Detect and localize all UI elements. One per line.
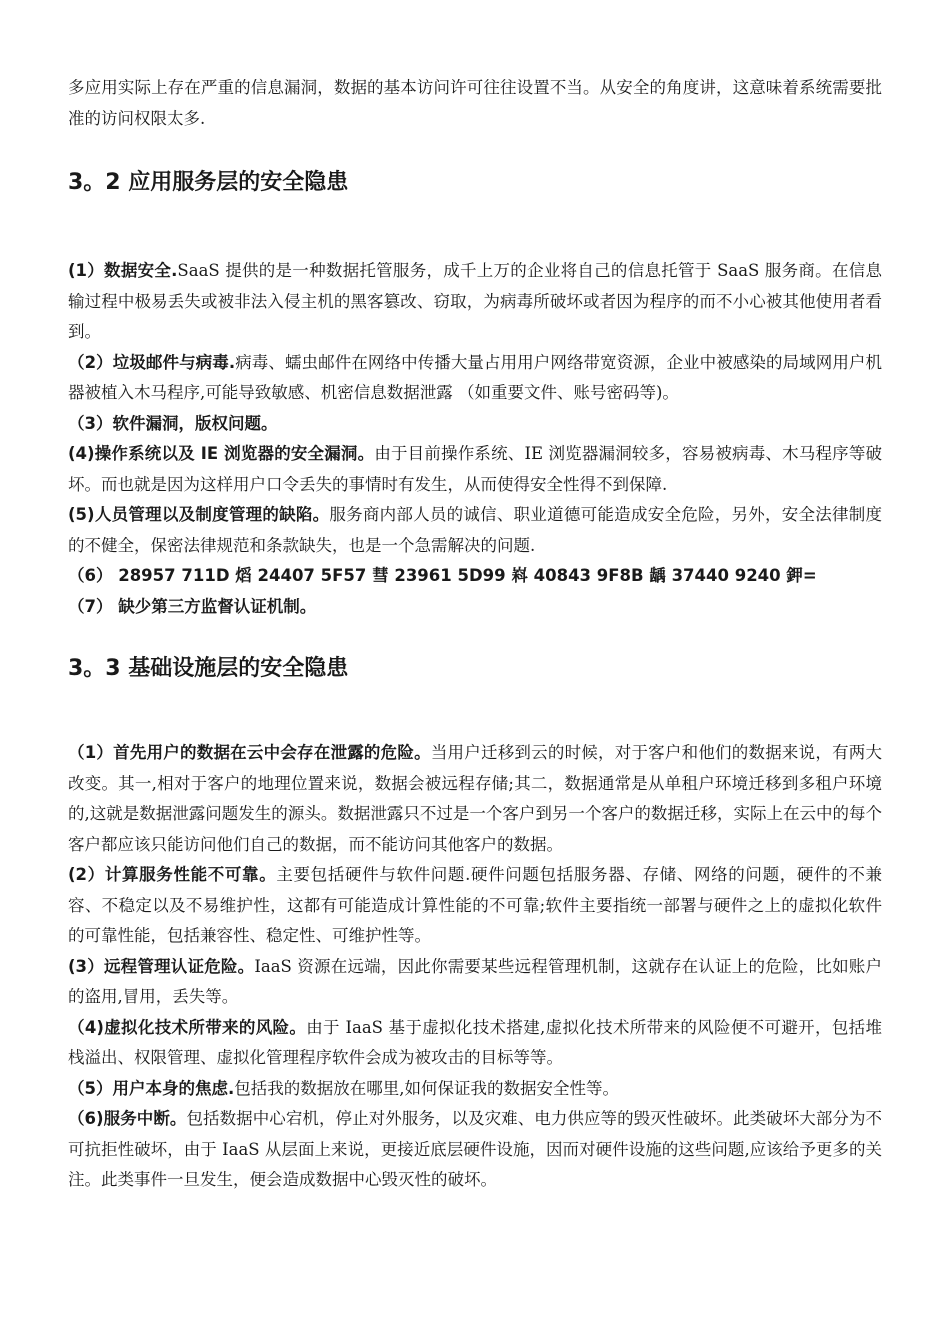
item-body: 由于 IaaS 基于虚拟化技术搭建,虚拟化技术所带来的风险便不可避开，包括堆栈溢出、权限管理、虚拟化管理程序软件会成为被攻击的目标等等。 [68, 1017, 882, 1067]
list-item [68, 409, 882, 440]
item-body: IaaS 资源在远端，因此你需要某些远程管理机制，这就存在认证上的危险，比如账户的盗用,冒用，丢失等。 [68, 956, 882, 1006]
section-3-3-title: 3。3 基础设施层的安全隐患 [68, 656, 349, 681]
list-item [68, 439, 882, 500]
item-body: 当用户迁移到云的时候，对于客户和他们的数据来说，有两大改变。其一,相对于客户的地理位置来说，数据会被远程存储;其二，数据通常是从单租户环境迁移到多租户环境的,这就是数据泄露问题发生的源头。数据泄露只不过是一个客户到另一个客户的数据迁移，实际上在云中的每个客户都应该只能访问他们自己的数据，而不能访问其他客户的数据。 [68, 743, 883, 854]
item-body: 由于目前操作系统、IE 浏览器漏洞较多，容易被病毒、木马程序等破坏。而也就是因为这样用户口令丢失的事情时有发生，从而使得安全性得不到保障. [68, 444, 882, 494]
section-3-3-list [68, 738, 882, 1196]
item-heading: （6)服务中断。 [68, 1109, 187, 1128]
item-heading: (4)操作系统以及 IE 浏览器的安全漏洞。 [68, 444, 375, 463]
list-item [68, 1074, 882, 1105]
item-body: 包括数据中心宕机，停止对外服务，以及灾难、电力供应等的毁灭性破坏。此类破坏大部分为不可抗拒性破坏，由于 IaaS 从层面上来说，更接近底层硬件设施，因而对硬件设施的这些问题,应该给予更多的关注。此类事件一旦发生，便会造成数据中心毁灭性的破坏。 [68, 1109, 883, 1189]
item-body: 主要包括硬件与软件问题.硬件问题包括服务器、存储、网络的问题，硬件的不兼容、不稳定以及不易维护性，这都有可能造成计算性能的不可靠;软件主要指统一部署与硬件之上的虚拟化软件的可靠性能，包括兼容性、稳定性、可维护性等。 [68, 865, 882, 945]
section-3-2-list [68, 256, 882, 622]
item-heading: (3）远程管理认证危险。 [68, 956, 255, 976]
item-heading: （5）用户本身的焦虑. [68, 1078, 235, 1098]
item-body: 服务商内部人员的诚信、职业道德可能造成安全危险，另外，安全法律制度的不健全，保密法律规范和条款缺失，也是一个急需解决的问题. [68, 505, 882, 555]
intro-paragraph: 多应用实际上存在严重的信息漏洞，数据的基本访问许可往往设置不当。从安全的角度讲，这意味着系统需要批准的访问权限太多. [68, 78, 882, 128]
item-heading: （6） 28957 711D 熖 24407 5F57 彗 23961 5D99 嵙 40843 9F8B 龋 37440 9240 鉀= [68, 566, 817, 585]
item-heading: (1）数据安全. [68, 261, 178, 280]
list-item [68, 952, 882, 1013]
list-item [68, 500, 882, 561]
item-heading: (5)人员管理以及制度管理的缺陷。 [68, 505, 330, 524]
section-3-2-title: 3。2 应用服务层的安全隐患 [68, 170, 349, 195]
item-body: 病毒、蠕虫邮件在网络中传播大量占用用户网络带宽资源，企业中被感染的局域网用户机器被植入木马程序,可能导致敏感、机密信息数据泄露 （如重要文件、账号密码等)。 [68, 352, 883, 402]
list-item [68, 1104, 882, 1196]
item-heading: （7） 缺少第三方监督认证机制。 [68, 596, 317, 616]
item-body: 包括我的数据放在哪里,如何保证我的数据安全性等。 [234, 1078, 619, 1098]
item-heading: (2）计算服务性能不可靠。 [68, 865, 277, 884]
list-item [68, 256, 882, 348]
item-heading: （3）软件漏洞，版权问题。 [68, 413, 278, 433]
item-body: SaaS 提供的是一种数据托管服务，成千上万的企业将自己的信息托管于 SaaS 服务商。在信息输过程中极易丢失或被非法入侵主机的黑客篡改、窃取，为病毒所破坏或者因为程序的而不小心被其他使用者看到。 [68, 261, 882, 341]
list-item [68, 348, 882, 409]
list-item [68, 592, 882, 623]
item-heading: （4)虚拟化技术所带来的风险。 [68, 1017, 307, 1037]
item-heading: （1）首先用户的数据在云中会存在泄露的危险。 [68, 743, 431, 762]
list-item [68, 860, 882, 952]
list-item [68, 738, 882, 860]
item-heading: （2）垃圾邮件与病毒. [68, 352, 236, 372]
list-item [68, 561, 882, 592]
list-item [68, 1013, 882, 1074]
